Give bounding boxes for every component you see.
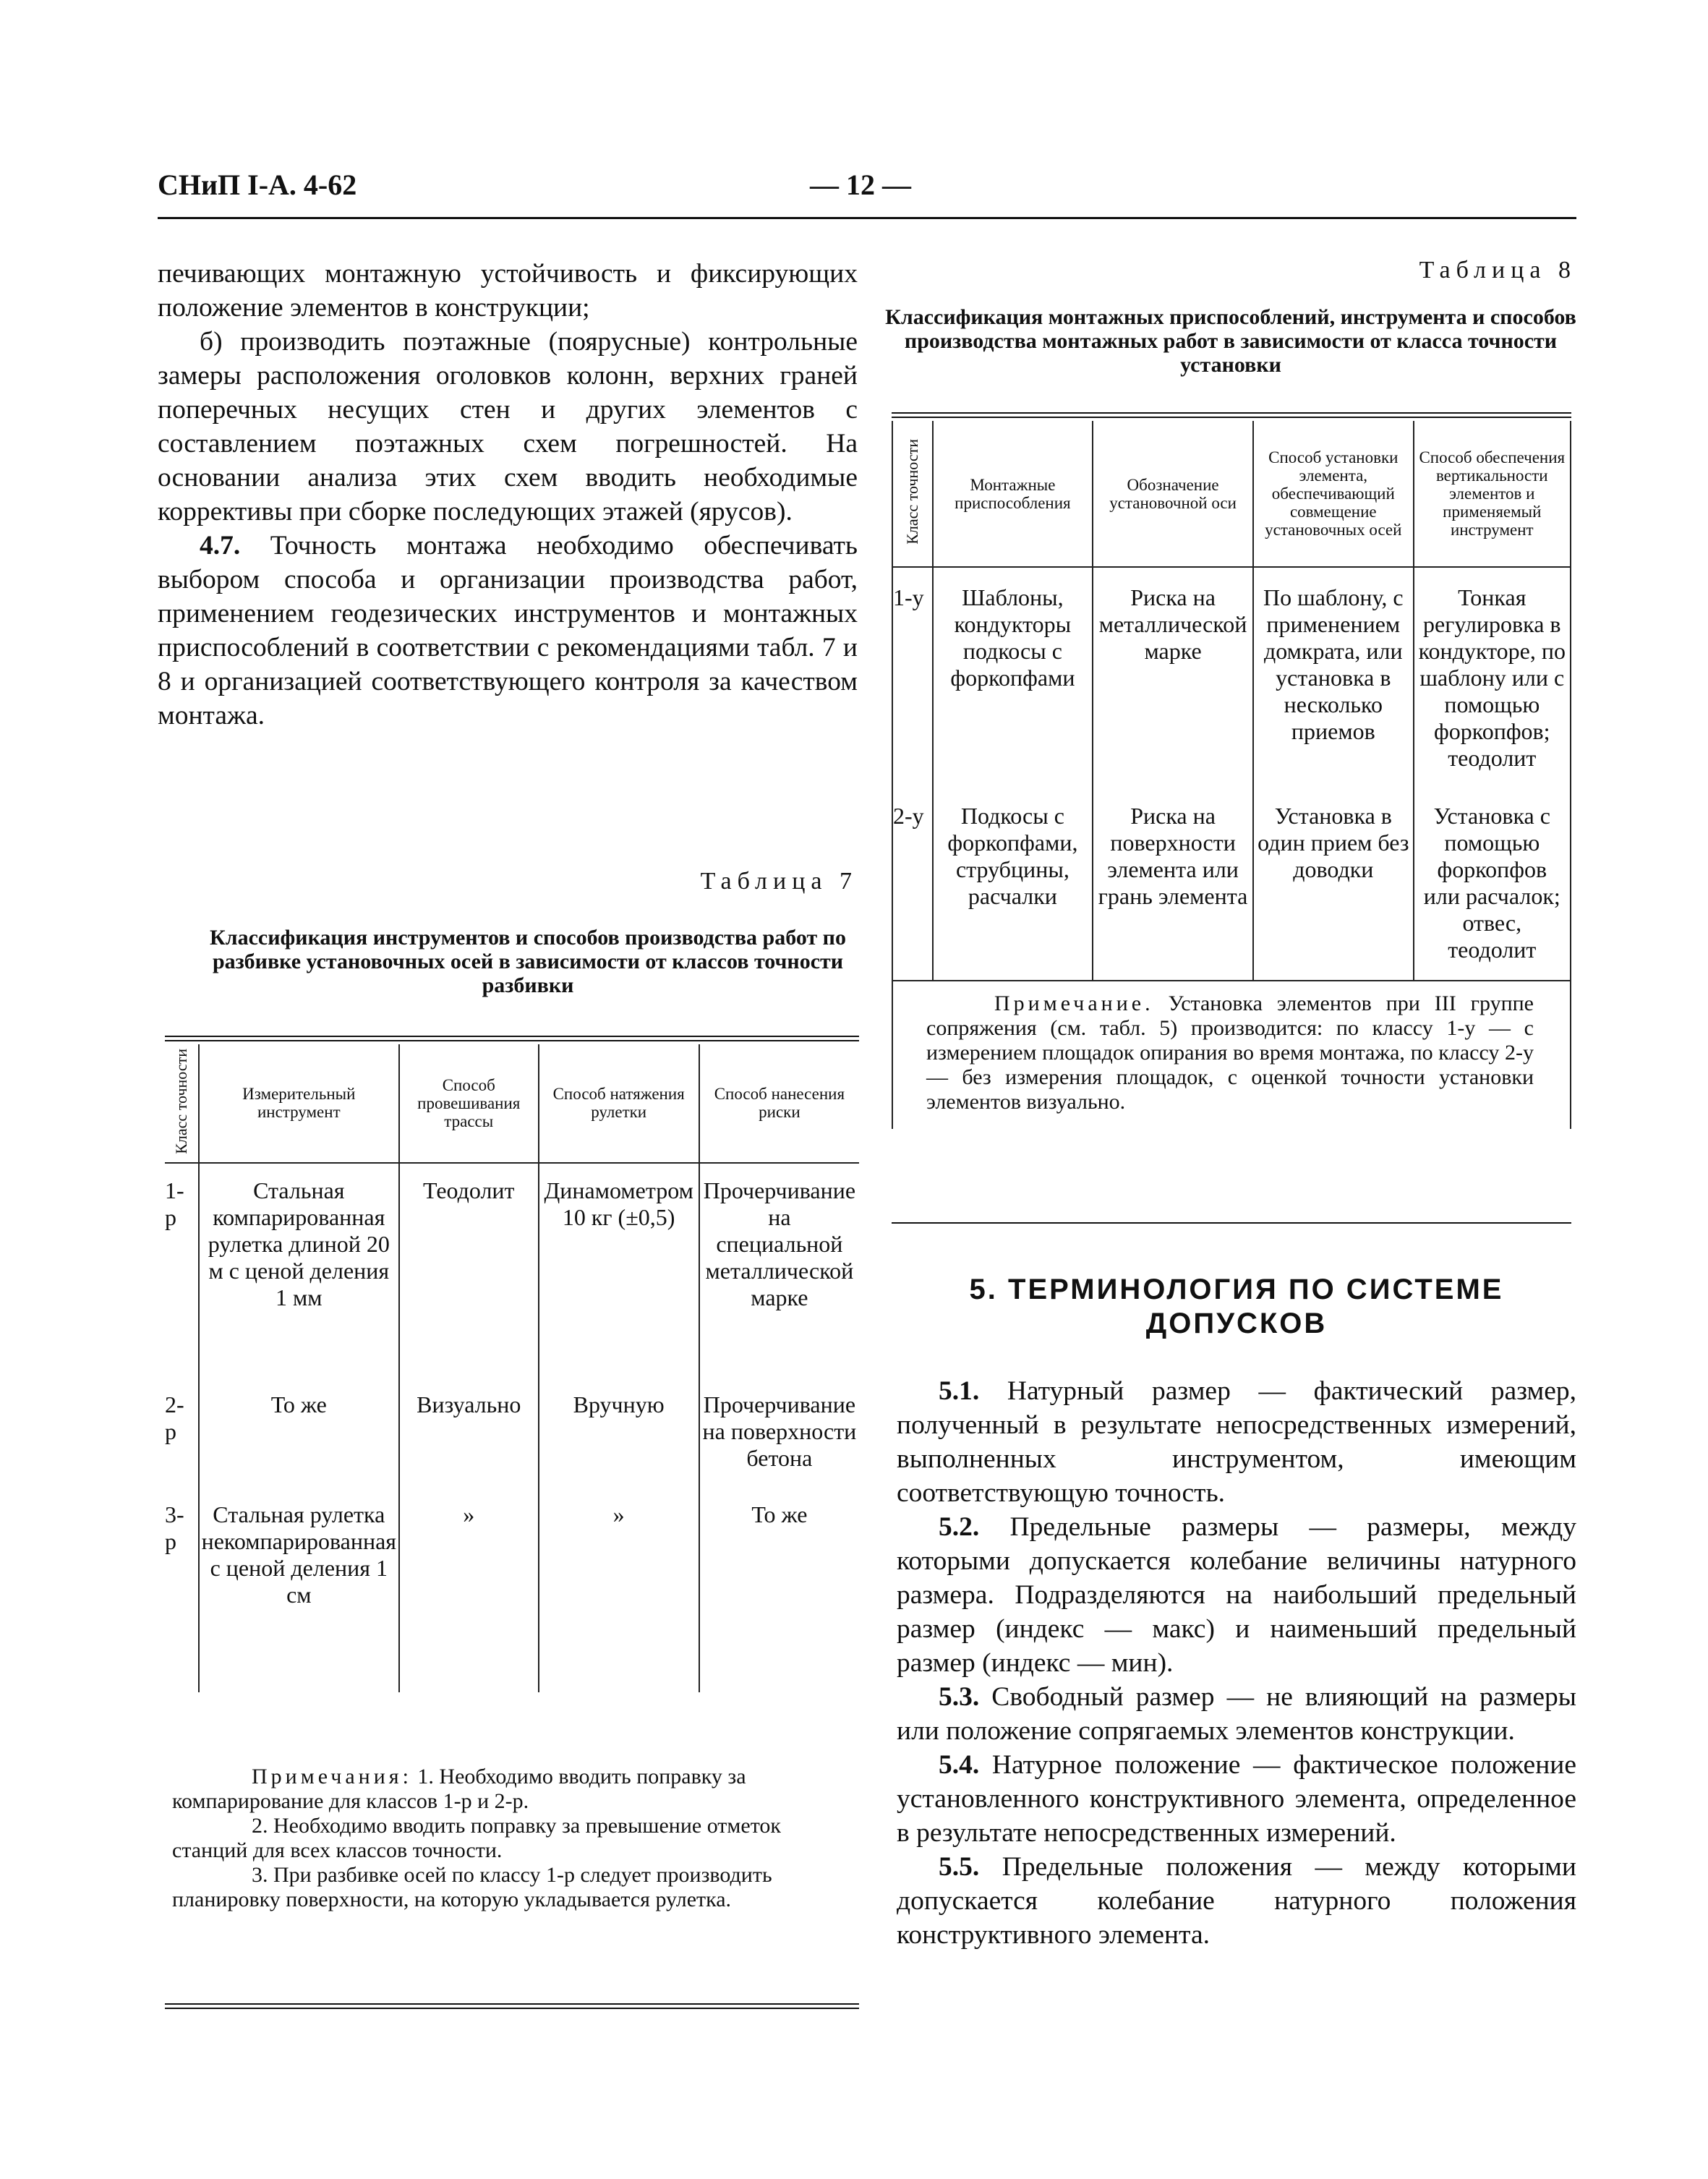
table8-row2-class: 2-у	[892, 798, 933, 981]
table7	[165, 1044, 859, 1692]
table-row	[892, 580, 1571, 798]
table7-header-class: Класс точности	[165, 1044, 199, 1163]
table7-header-instrument: Измерительный инструмент	[199, 1044, 399, 1163]
table8-row1-axis-mark: Риска на металлической марке	[1093, 580, 1253, 798]
table7-row1-tension: Динамометром 10 кг (±0,5)	[539, 1173, 699, 1387]
table8-bottom-rule	[892, 1222, 1571, 1224]
table7-bottom-rule-2	[165, 2008, 859, 2009]
table7-row2-tension: Вручную	[539, 1387, 699, 1497]
table8-note-label: Примечание.	[994, 992, 1154, 1015]
table8-note-text: Установка элементов при III группе сопряжения (см. табл. 5) производится: по классу 1-у — с измерением площадок опирания во время монтажа, по классу 2-у — без измерения площадок, с оценкой точности установки элементов визуально.	[926, 992, 1534, 1114]
table7-notes	[172, 1765, 837, 1912]
table8	[892, 421, 1571, 1129]
table7-row3-class: 3-р	[165, 1497, 199, 1692]
section-heading: 5. ТЕРМИНОЛОГИЯ ПО СИСТЕМЕ ДОПУСКОВ	[969, 1274, 1504, 1339]
section5-text	[897, 1374, 1576, 1952]
table7-row1-instrument: Стальная компарированная рулетка длиной 20 м с ценой деления 1 мм	[199, 1173, 399, 1387]
table8-header-installation: Способ установки элемента, обеспечивающий совмещение установочных осей	[1253, 421, 1414, 567]
table7-row3-tracing: »	[399, 1497, 539, 1692]
paragraph-4-7	[158, 529, 858, 733]
page-number: — 12 —	[810, 169, 911, 201]
term-5-1: 5.1. Натурный размер — фактический размер, полученный в результате непосредственных измерений, выполненных инструментом, имеющим соответствующую точность.	[897, 1376, 1576, 1508]
table-row	[892, 798, 1571, 981]
table7-row1-marking: Прочерчивание на специальной металлической марке	[703, 1177, 856, 1310]
table7-header-tension: Способ натяжения рулетки	[539, 1044, 699, 1163]
table8-row2-installation: Установка в один прием без доводки	[1253, 798, 1414, 981]
table7-header-marking: Способ нанесения риски	[714, 1085, 845, 1122]
table8-header-class: Класс точности	[892, 421, 933, 567]
term-5-4: 5.4. Натурное положение — фактическое положение установленного конструктивного элемента, определенное в результате непосредственных измерений.	[897, 1750, 1576, 1848]
document-code: СНиП I-А. 4-62	[158, 169, 357, 201]
table7-row2-class: 2-р	[165, 1387, 199, 1497]
table7-bottom-rule	[165, 2003, 859, 2005]
table7-row1-tracing: Теодолит	[399, 1173, 539, 1387]
table8-header-verticality: Способ обеспечения вертикальности элементов и применяемый инструмент	[1419, 448, 1566, 539]
table8-top-rule-2	[892, 417, 1571, 418]
table7-caption: Таблица 7	[700, 868, 858, 895]
table7-row2-instrument: То же	[199, 1387, 399, 1497]
table7-row2-tracing: Визуально	[399, 1387, 539, 1497]
table7-row3-instrument: Стальная рулетка некомпарированная с ценой деления 1 см	[199, 1497, 399, 1692]
term-5-5: 5.5. Предельные положения — между которыми допускается колебание натурного положения конструктивного элемента.	[897, 1852, 1576, 1950]
table7-top-rule	[165, 1036, 859, 1037]
table7-row1-class: 1-р	[165, 1173, 199, 1387]
table8-row1-class: 1-у	[892, 580, 933, 798]
table-row	[165, 1497, 859, 1692]
table8-row2-axis-mark: Риска на поверхности элемента или грань элемента	[1093, 798, 1253, 981]
header-rule	[158, 217, 1576, 219]
table7-row3-marking: То же	[751, 1501, 808, 1527]
table7-note-3: 3. При разбивке осей по классу 1-р следует производить планировку поверхности, на которую укладывается рулетка.	[172, 1863, 772, 1911]
table8-row1-installation: По шаблону, с применением домкрата, или установка в несколько приемов	[1253, 580, 1414, 798]
table8-top-rule	[892, 412, 1571, 414]
term-5-2: 5.2. Предельные размеры — размеры, между которыми допускается колебание величины натурного размера. Подразделяются на наибольший предельный размер (индекс — макс) и наименьший предельный размер (индекс — мин).	[897, 1512, 1576, 1678]
table7-header-row	[165, 1044, 859, 1163]
table-row	[165, 1173, 859, 1387]
term-5-3: 5.3. Свободный размер — не влияющий на размеры или положение сопрягаемых элементов конструкции.	[897, 1682, 1576, 1746]
clause-text: Точность монтажа необходимо обеспечивать выбором способа и организации производства работ, применением геодезических инструментов и монтажных приспособлений в соответствии с рекомендациями табл. 7 и 8 и организацией соответствующего контроля за качеством монтажа.	[158, 531, 858, 730]
table7-row2-marking: Прочерчивание на поверхности бетона	[702, 1391, 857, 1471]
table8-header-row	[892, 421, 1571, 567]
table8-caption: Таблица 8	[1419, 257, 1576, 283]
table8-note	[892, 981, 1571, 1129]
table8-row1-fixtures: Шаблоны, кондукторы подкосы с форкопфами	[933, 580, 1093, 798]
table8-title: Классификация монтажных приспособлений, инструмента и способов производства монтажных работ в зависимости от класса точности установки	[885, 305, 1576, 377]
table8-row2-verticality: Установка с помощью форкопфов или расчалок; отвес, теодолит	[1423, 803, 1560, 963]
table7-note-label: Примечания:	[252, 1765, 412, 1788]
paragraph-continuation: печивающих монтажную устойчивость и фиксирующих положение элементов в конструкции;	[158, 259, 858, 323]
table7-title: Классификация инструментов и способов производства работ по разбивке установочных осей в зависимости от классов точности разбивки	[210, 926, 846, 997]
table7-row3-tension: »	[539, 1497, 699, 1692]
table7-header-tracing: Способ провешивания трассы	[399, 1044, 539, 1163]
paragraph-b: б) производить поэтажные (поярусные) контрольные замеры расположения оголовков колонн, верхних граней поперечных несущих стен и других элементов с составлением поэтажных схем погрешностей. На основании анализа этих схем вводить необходимые коррективы при сборке последующих этажей (ярусов).	[158, 327, 858, 526]
table8-header-fixtures: Монтажные приспособления	[933, 421, 1093, 567]
table8-row2-fixtures: Подкосы с форкопфами, струбцины, расчалки	[933, 798, 1093, 981]
table8-row1-verticality: Тонкая регулировка в кондукторе, по шаблону или с помощью форкопфов; теодолит	[1418, 584, 1566, 771]
left-column-text	[158, 257, 858, 733]
table7-top-rule-2	[165, 1040, 859, 1041]
table7-note-2: 2. Необходимо вводить поправку за превышение отметок станций для всех классов точности.	[172, 1814, 782, 1862]
table-row	[165, 1387, 859, 1497]
table8-note-row	[892, 981, 1571, 1129]
table7-note-1: Примечания: 1. Необходимо вводить поправку за компарирование для классов 1-р и 2-р.	[172, 1765, 746, 1813]
clause-number: 4.7.	[200, 531, 241, 560]
table8-header-axis-mark: Обозначение установочной оси	[1093, 421, 1253, 567]
